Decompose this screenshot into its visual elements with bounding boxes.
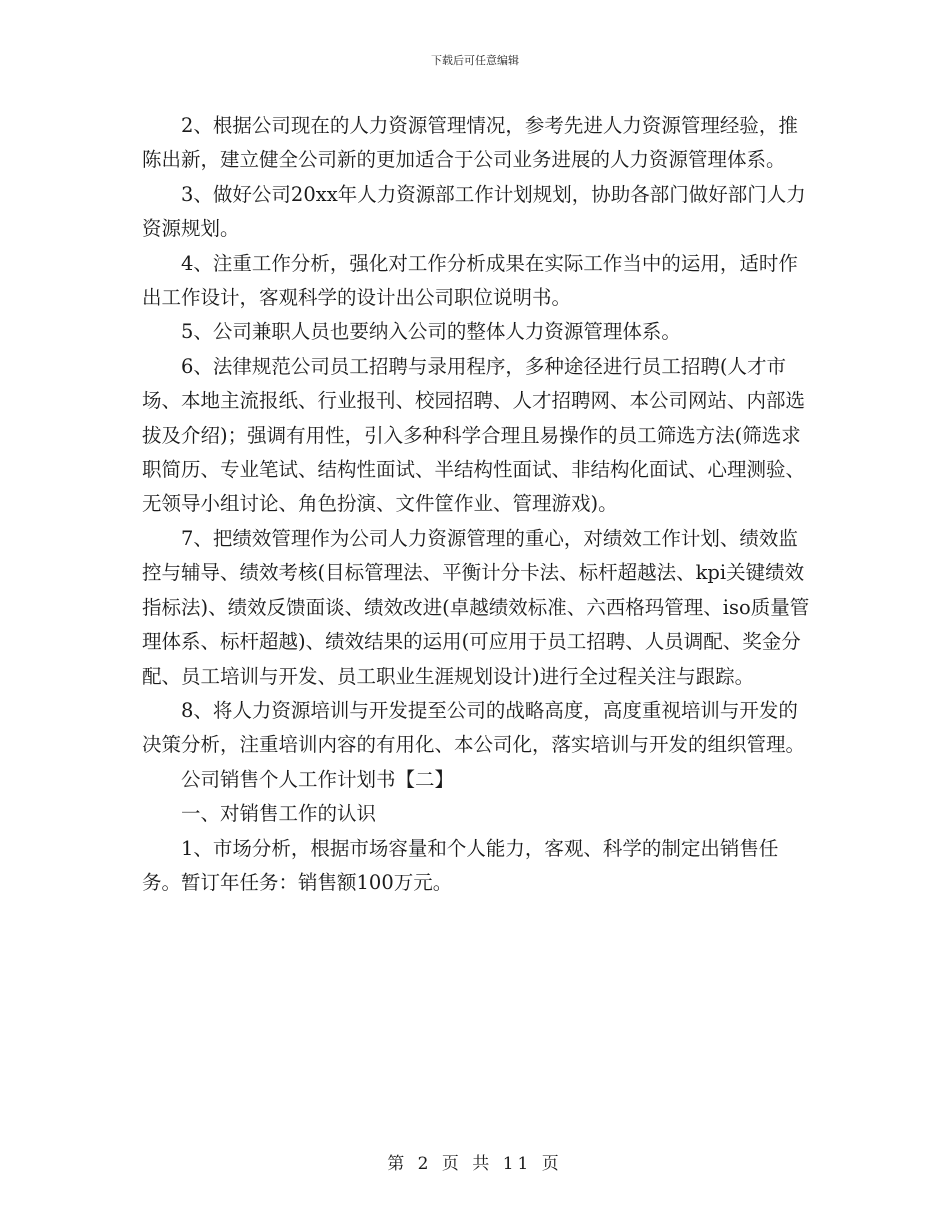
paragraph-item-7: 7、把绩效管理作为公司人力资源管理的重心，对绩效工作计划、绩效监控与辅导、绩效考核(目标管理法、平衡计分卡法、标杆超越法、kpi关键绩效指标法)、绩效反馈面谈、绩效改进(卓越绩效标准、六西格玛管理、iso质量管理体系、标杆超越)、绩效结果的运用(可应用于员工招聘、人员调配、奖金分配、员工培训与开发、员工职业生涯规划设计)进行全过程关注与跟踪。 <box>142 526 810 688</box>
paragraph-item-5: 5、公司兼职人员也要纳入公司的整体人力资源管理体系。 <box>181 320 681 344</box>
page-number: 第 2 页 共 11 页 <box>387 1154 563 1174</box>
page-header: 下载后可任意编辑 <box>431 54 519 67</box>
paragraph-item-4: 4、注重工作分析，强化对工作分析成果在实际工作当中的运用，适时作出工作设计，客观科学的设计出公司职位说明书。 <box>142 251 798 310</box>
paragraph-item-2: 2、根据公司现在的人力资源管理情况，参考先进人力资源管理经验，推陈出新，建立健全公司新的更加适合于公司业务进展的人力资源管理体系。 <box>142 114 798 172</box>
paragraph-item-8: 8、将人力资源培训与开发提至公司的战略高度，高度重视培训与开发的决策分析，注重培训内容的有用化、本公司化，落实培训与开发的组织管理。 <box>142 698 806 757</box>
subsection-heading: 一、对销售工作的认识 <box>181 802 377 826</box>
document-body <box>142 109 812 900</box>
paragraph-item-6: 6、法律规范公司员工招聘与录用程序，多种途径进行员工招聘(人才市场、本地主流报纸、行业报刊、校园招聘、人才招聘网、本公司网站、内部选拔及介绍)；强调有用性，引入多种科学合理且易操作的员工筛选方法(筛选求职简历、专业笔试、结构性面试、半结构性面试、非结构化面试、心理测验、无领导小组讨论、角色扮演、文件筐作业、管理游戏)。 <box>142 354 806 516</box>
paragraph-item-1: 1、市场分析，根据市场容量和个人能力，客观、科学的制定出销售任务。暂订年任务：销售额100万元。 <box>142 836 779 894</box>
section-title: 公司销售个人工作计划书【二】 <box>181 767 455 791</box>
paragraph-item-3: 3、做好公司20xx年人力资源部工作计划规划，协助各部门做好部门人力资源规划。 <box>142 182 806 241</box>
